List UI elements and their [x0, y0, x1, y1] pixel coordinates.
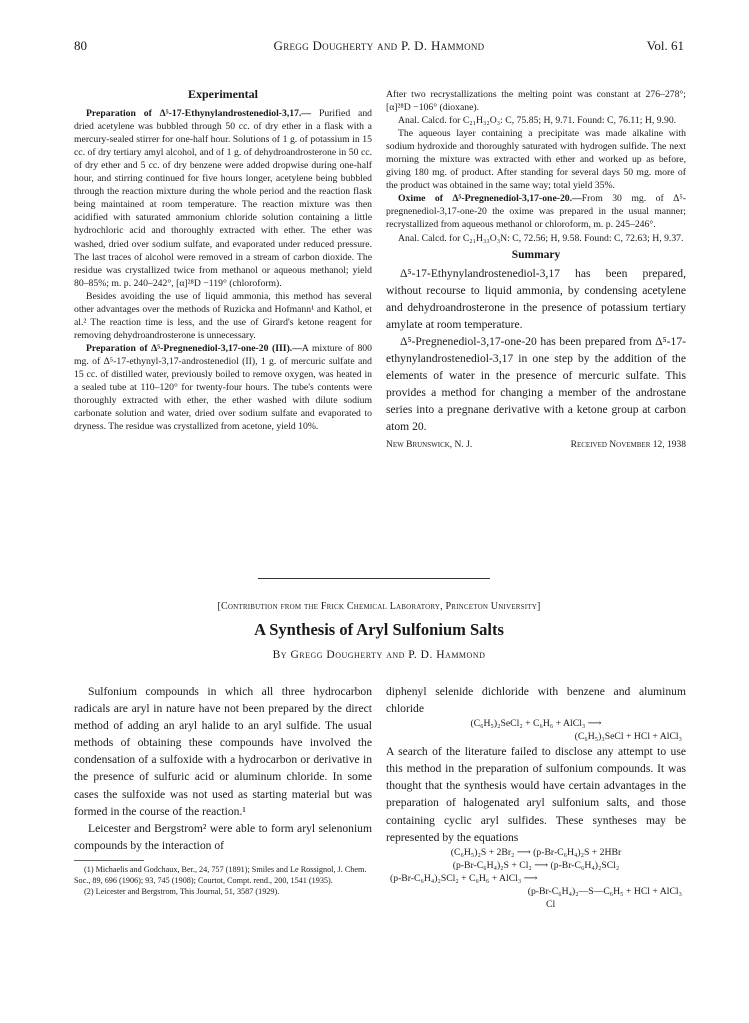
body-paragraph: A search of the literature failed to disclose any attempt to use this method in the preparation of sulfonium compounds. It was thought that the synthesis would have certain advantages in the preparation of halogenated aryl sulfonium salts, and those containing cyclic aryl sulfides. These syntheses may be represented by the equations [386, 745, 686, 844]
article-column-left [74, 683, 372, 897]
equation-line: (C₆H₅)₂S + 2Br₂ ⟶ (p-Br-C₆H₄)₂S + 2HBr [450, 846, 622, 858]
received-date: Received November 12, 1938 [570, 439, 686, 450]
equation-line: (C₆H₅)₂SeCl₂ + C₆H₆ + AlCl₃ ⟶ [470, 718, 602, 730]
body-paragraph: Leicester and Bergstrom² were able to form aryl selenonium compounds by the interaction of [74, 821, 372, 852]
experimental-paragraph: After two recrystallizations the melting point was constant at 276–278°; [α]²⁸D −106° (dioxane). [386, 89, 686, 114]
body-paragraph: Sulfonium compounds in which all three hydrocarbon radicals are aryl in nature have not been prepared by the direct method of adding an aryl halide to an aryl sulfide. The usual methods of obtaining these compounds have involved the condensation of a sulfoxide with a hydrocarbon or derivative in the presence of sulfuric acid or aluminum chloride. In some cases the sulfoxide was not used as starting material but was formed in the course of the reaction.¹ [74, 685, 372, 818]
preparation-heading: Preparation of Δ⁵-17-Ethynylandrostenediol-3,17.— [86, 108, 312, 120]
page-number: 80 [74, 38, 87, 53]
equation-substituent: Cl [546, 898, 556, 910]
summary-heading: Summary [511, 248, 561, 261]
footnote: (1) Michaelis and Godchaux, Ber., 24, 757 (1891); Smiles and Le Rossignol, J. Chem. Soc., 89, 696 (1906); 93, 745 (1908); Courtot, Compt. rend., 200, 1541 (1935). [74, 864, 367, 885]
paragraph-text: From 30 mg. of Δ⁵-pregnenediol-3,17-one-20 the oxime was prepared in the usual manner; recrystallized from aqueous methanol or chloroform, m. p. 245–246°. [386, 193, 686, 231]
experimental-column-left [74, 88, 372, 433]
equation [386, 846, 686, 911]
experimental-column-right [386, 88, 686, 450]
article-divider [258, 578, 490, 579]
running-header [74, 38, 684, 58]
equation-line: (p-Br-C₆H₄)₂SCl₂ + C₆H₆ + AlCl₃ ⟶ [390, 872, 538, 884]
experimental-paragraph [74, 342, 372, 433]
footnotes [74, 864, 372, 897]
body-paragraph: diphenyl selenide dichloride with benzene and aluminum chloride [386, 685, 686, 716]
analysis-line: Anal. Calcd. for C₂₁H₃₃O₃N: C, 72.56; H, 9.58. Found: C, 72.63; H, 9.37. [398, 232, 684, 244]
running-title: Gregg Dougherty and P. D. Hammond [273, 38, 485, 53]
summary-paragraph: Δ⁵-Pregnenediol-3,17-one-20 has been prepared from Δ⁵-17-ethynylandrostenediol-3,17 in one step by the addition of the elements of water in the presence of mercuric sulfate. This provides a method for changing a member of the androstane series into a pregnane derivative with a ketone group at carbon atom 20. [386, 334, 686, 434]
byline: By Gregg Dougherty and P. D. Hammond [272, 649, 486, 661]
paragraph-text: Purified and dried acetylene was bubbled through 50 cc. of dry ether in a flask with a mercury-sealed stirrer for one-half hour. Solutions of 1 g. of potassium in 15 cc. of dry tertiary amyl alcohol, and of 1 g. of dehydroandrosterone in 50 cc. of dry ether and 5 cc. of dry benzene were added dropwise during one-half hour, and stirring continued for five hours longer, acetylene being bubbled through the reaction mixture during the whole period and the reaction flask being maintained at room temperature. The reaction mixture was then acidified with saturated ammonium chloride solution containing a little hydrochloric acid and thoroughly extracted with ether. The ether was washed, dried over sodium sulfate, and evaporated under reduced pressure. The last traces of alcohol were removed in a stream of carbon dioxide. The residue was crystallized twice from methanol or aqueous methanol; yield 80–85%; m. p. 240–242°, [α]²⁸D −119° (chloroform). [74, 108, 373, 289]
contribution-line: [Contribution from the Frick Chemical Laboratory, Princeton University] [217, 601, 541, 612]
location: New Brunswick, N. J. [386, 439, 473, 450]
experimental-paragraph [74, 107, 372, 290]
paragraph-text: A mixture of 800 mg. of Δ⁵-17-ethynyl-3,17-androstenediol (II), 1 g. of mercuric sulfate and 15 cc. of distilled water, previously boiled to remove oxygen, was heated in a sealed tube at 110–120° for twenty-four hours. The tube's contents were thoroughly extracted with ether, the ether washed with dilute sodium carbonate solution and water, dried over sodium sulfate and evaporated to dryness. The residue was crystallized from acetone, yield 10%. [74, 342, 372, 433]
equation-line: (p-Br-C₆H₄)₂—S—C₆H₅ + HCl + AlCl₃ [527, 885, 682, 897]
experimental-paragraph [386, 192, 686, 231]
preparation-heading: Preparation of Δ⁵-Pregnenediol-3,17-one-20 (III).— [86, 342, 302, 354]
volume-label: Vol. 61 [646, 38, 684, 53]
experimental-paragraph: The aqueous layer containing a precipitate was made alkaline with sodium hydroxide and thoroughly saturated with hydrogen sulfide. The next morning the mixture was extracted with ether and worked up as before, giving 180 mg. of product. After standing for several days 50 mg. more of the product was obtained in the same way; total yield 35%. [386, 128, 686, 192]
article-title: A Synthesis of Aryl Sulfonium Salts [254, 620, 504, 639]
analysis-line: Anal. Calcd. for C₂₁H₃₂O₃: C, 75.85; H, 9.71. Found: C, 76.11; H, 9.90. [398, 115, 677, 127]
experimental-heading: Experimental [188, 87, 258, 101]
footnote-rule [74, 860, 144, 861]
footnote: (2) Leicester and Bergstrom, This Journal, 51, 3587 (1929). [84, 886, 280, 896]
experimental-paragraph: Besides avoiding the use of liquid ammonia, this method has several other advantages over the methods of Ruzicka and Hofmann¹ and Kathol, et al.² The reaction time is less, and the use of Girard's ketone reagent for removing dehydroandrosterone is unnecessary. [74, 290, 372, 341]
equation-line: (C₆H₅)₃SeCl + HCl + AlCl₃ [574, 731, 682, 743]
equation [386, 717, 686, 743]
article-column-right [386, 683, 686, 911]
equation-line: (p-Br-C₆H₄)₂S + Cl₂ ⟶ (p-Br-C₆H₄)₂SCl₂ [452, 859, 620, 871]
dateline [386, 440, 686, 450]
preparation-heading: Oxime of Δ⁵-Pregnenediol-3,17-one-20.— [398, 193, 582, 205]
summary-paragraph: Δ⁵-17-Ethynylandrostenediol-3,17 has been prepared, without recourse to liquid ammonia, by condensing acetylene and dehydroandrosterone in the presence of potassium tertiary amylate at room temperature. [386, 266, 686, 331]
